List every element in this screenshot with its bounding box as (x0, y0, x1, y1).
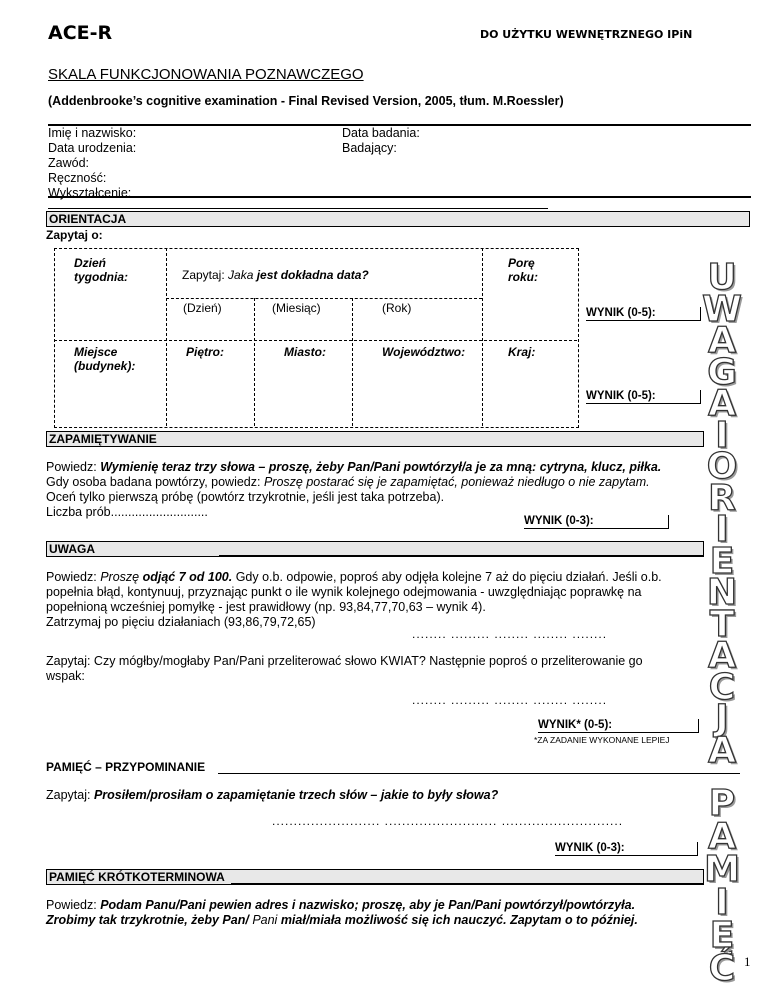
section-title: ORIENTACJA (49, 212, 127, 226)
section-title: ZAPAMIĘTYWANIE (49, 432, 157, 446)
country-label: Kraj: (508, 345, 536, 359)
banner-letter: P (708, 783, 736, 824)
text: wspak: (46, 669, 85, 683)
banner-letter: I (715, 509, 729, 550)
text: Gdy o.b. odpowie, poproś aby odjęła kolejne 7 aż do pięciu działań. Jeśli o.b. (232, 570, 662, 584)
exam-date-label: Data badania: (342, 126, 420, 140)
banner-letter: W (702, 288, 742, 330)
banner-letter: N (706, 572, 738, 613)
place-label: Miejsce (74, 345, 118, 359)
side-banner-memory (702, 783, 742, 989)
text: Powiedz: (46, 898, 101, 912)
banner-letter: M (704, 849, 740, 890)
page-subtitle: (Addenbrooke’s cognitive examination - Final Revised Version, 2005, tłum. M.Roessler) (48, 94, 564, 108)
dob-field-label: Data urodzenia: (48, 141, 137, 155)
grid-line (166, 298, 482, 299)
date-question (182, 268, 369, 283)
text: Powiedz: (46, 570, 101, 584)
banner-letter: O (706, 446, 738, 487)
text: Zatrzymaj po pięciu działaniach (93,86,79,72,65) (46, 615, 316, 629)
grid-line (166, 248, 167, 426)
day-label: Dzień (74, 256, 107, 270)
recall-answers[interactable]: ......................... .......................... ............................ (272, 814, 624, 828)
job-field-label: Zawód: (48, 156, 89, 170)
date-q1: Jaka (228, 268, 257, 282)
spelling-answers[interactable]: ........ ......... ........ ........ ........ (412, 693, 608, 707)
patient-info (48, 126, 136, 201)
serial-sevens-answers[interactable]: ........ ......... ........ ........ ........ (412, 627, 608, 641)
text: Wymienię teraz trzy słowa – proszę, żeby Pan/Pani powtórzył/a je za mną: cytryna, klucz, piłka. (100, 460, 662, 474)
date-q2: jest dokładna data? (256, 268, 369, 282)
text: Gdy osoba badana powtórzy, powiedz: (46, 475, 264, 489)
banner-letter: A (708, 320, 736, 361)
score-footnote: *ZA ZADANIE WYKONANE LEPIEJ (534, 735, 670, 745)
page-number: 1 (744, 954, 751, 969)
banner-letter: U (707, 257, 737, 298)
orientation-time-score[interactable]: WYNIK (0-5): (586, 307, 701, 321)
text: Zrobimy tak trzykrotnie, żeby Pan/ (46, 913, 253, 927)
text: Proszę (100, 570, 143, 584)
side-banner-attention-orientation (702, 257, 742, 771)
section-recall-header (46, 760, 740, 774)
banner-letter: E (709, 540, 735, 582)
grid-line (352, 298, 353, 426)
banner-letter: R (708, 477, 736, 519)
text: popełnioną wcześniej pomyłkę - jest prawidłowy (np. 93,84,77,70,63 – wynik 4). (46, 600, 486, 614)
banner-letter: I (715, 414, 729, 456)
text: popełnia błąd, kontynuuj, przyznając punkt o ile wynik kolejnego odejmowania - uwzględniając poprawkę na (46, 585, 642, 599)
recall-score[interactable]: WYNIK (0-3): (555, 842, 698, 856)
banner-letter: A (708, 635, 736, 676)
text: odjąć 7 od 100. (142, 570, 233, 584)
page-title: SKALA FUNKCJONOWANIA POZNAWCZEGO (48, 66, 364, 83)
text: Pani (252, 913, 281, 927)
city-label: Miasto: (284, 345, 326, 359)
banner-letter: J (715, 698, 729, 739)
month-col: (Miesiąc) (272, 301, 321, 315)
trials-count: Liczba prób............................ (46, 505, 208, 519)
orientation-place-score[interactable]: WYNIK (0-5): (586, 390, 701, 404)
day-of-week-cell (74, 256, 128, 284)
section-short-term-header (46, 869, 704, 885)
text: Podam Panu/Pani pewien adres i nazwisko; proszę, aby je Pan/Pani powtórzył/powtórzyła. (100, 898, 636, 912)
banner-letter: A (708, 383, 736, 424)
header-internal-use: DO UŻYTKU WEWNĘTRZNEGO IPiN (480, 28, 693, 41)
grid-line (482, 248, 483, 426)
text: Powiedz: (46, 460, 101, 474)
text: Prosiłem/prosiłam o zapamiętanie trzech słów – jakie to były słowa? (93, 788, 499, 802)
banner-letter: Ę (709, 915, 735, 956)
ask-label: Zapytaj o: (46, 228, 103, 242)
spelling-instruction (46, 654, 706, 684)
banner-letter: Ć (708, 948, 736, 989)
divider (48, 196, 751, 198)
text: Zapytaj: (46, 788, 94, 802)
section-title: PAMIĘĆ – PRZYPOMINANIE (46, 760, 206, 774)
day-label-2: tygodnia: (74, 270, 128, 284)
year-col: (Rok) (382, 301, 412, 315)
registration-instructions (46, 460, 706, 520)
season-label: Porę (508, 256, 535, 270)
recall-instruction (46, 788, 498, 803)
name-field-label: Imię i nazwisko: (48, 126, 137, 140)
place-cell (74, 345, 135, 373)
attention-score[interactable]: WYNIK* (0-5): (538, 719, 699, 733)
floor-label: Piętro: (186, 345, 225, 359)
grid-line (54, 340, 577, 341)
grid-line (254, 298, 255, 426)
province-label: Województwo: (382, 345, 466, 359)
registration-score[interactable]: WYNIK (0-3): (524, 515, 669, 529)
divider (48, 208, 548, 209)
day-col: (Dzień) (183, 301, 222, 315)
section-registration-header (46, 431, 704, 447)
section-attention-header (46, 541, 704, 557)
banner-letter: A (708, 729, 736, 771)
text: miał/miała możliwość się ich nauczyć. Zapytam o to później. (280, 913, 638, 927)
text: Proszę postarać się je zapamiętać, ponieważ niedługo o nie zapytam. (263, 475, 650, 489)
season-cell (508, 256, 538, 284)
place-label-2: (budynek): (74, 359, 136, 373)
short-term-instructions (46, 898, 716, 928)
text: Oceń tylko pierwszą próbę (powtórz trzykrotnie, jeśli jest taka potrzeba). (46, 490, 445, 504)
banner-letter: A (708, 816, 736, 857)
exam-info (342, 126, 420, 156)
date-prefix: Zapytaj: (182, 268, 229, 282)
header-form-code: ACE-R (48, 22, 113, 44)
examiner-label: Badający: (342, 141, 397, 155)
handedness-field-label: Ręczność: (48, 171, 107, 185)
section-orientation-header (46, 211, 750, 227)
education-field-label: Wykształcenie: (48, 186, 132, 200)
season-label-2: roku: (508, 270, 538, 284)
attention-instructions (46, 570, 706, 630)
banner-letter: G (707, 351, 737, 393)
section-title: UWAGA (49, 542, 95, 556)
section-title: PAMIĘĆ KRÓTKOTERMINOWA (49, 870, 225, 884)
banner-letter: I (715, 882, 729, 923)
banner-letter: T (709, 603, 735, 645)
text: Zapytaj: Czy mógłby/mogłaby Pan/Pani przeliterować słowo KWIAT? Następnie poproś o przeliterowanie go (46, 654, 643, 668)
banner-letter: C (708, 666, 736, 708)
